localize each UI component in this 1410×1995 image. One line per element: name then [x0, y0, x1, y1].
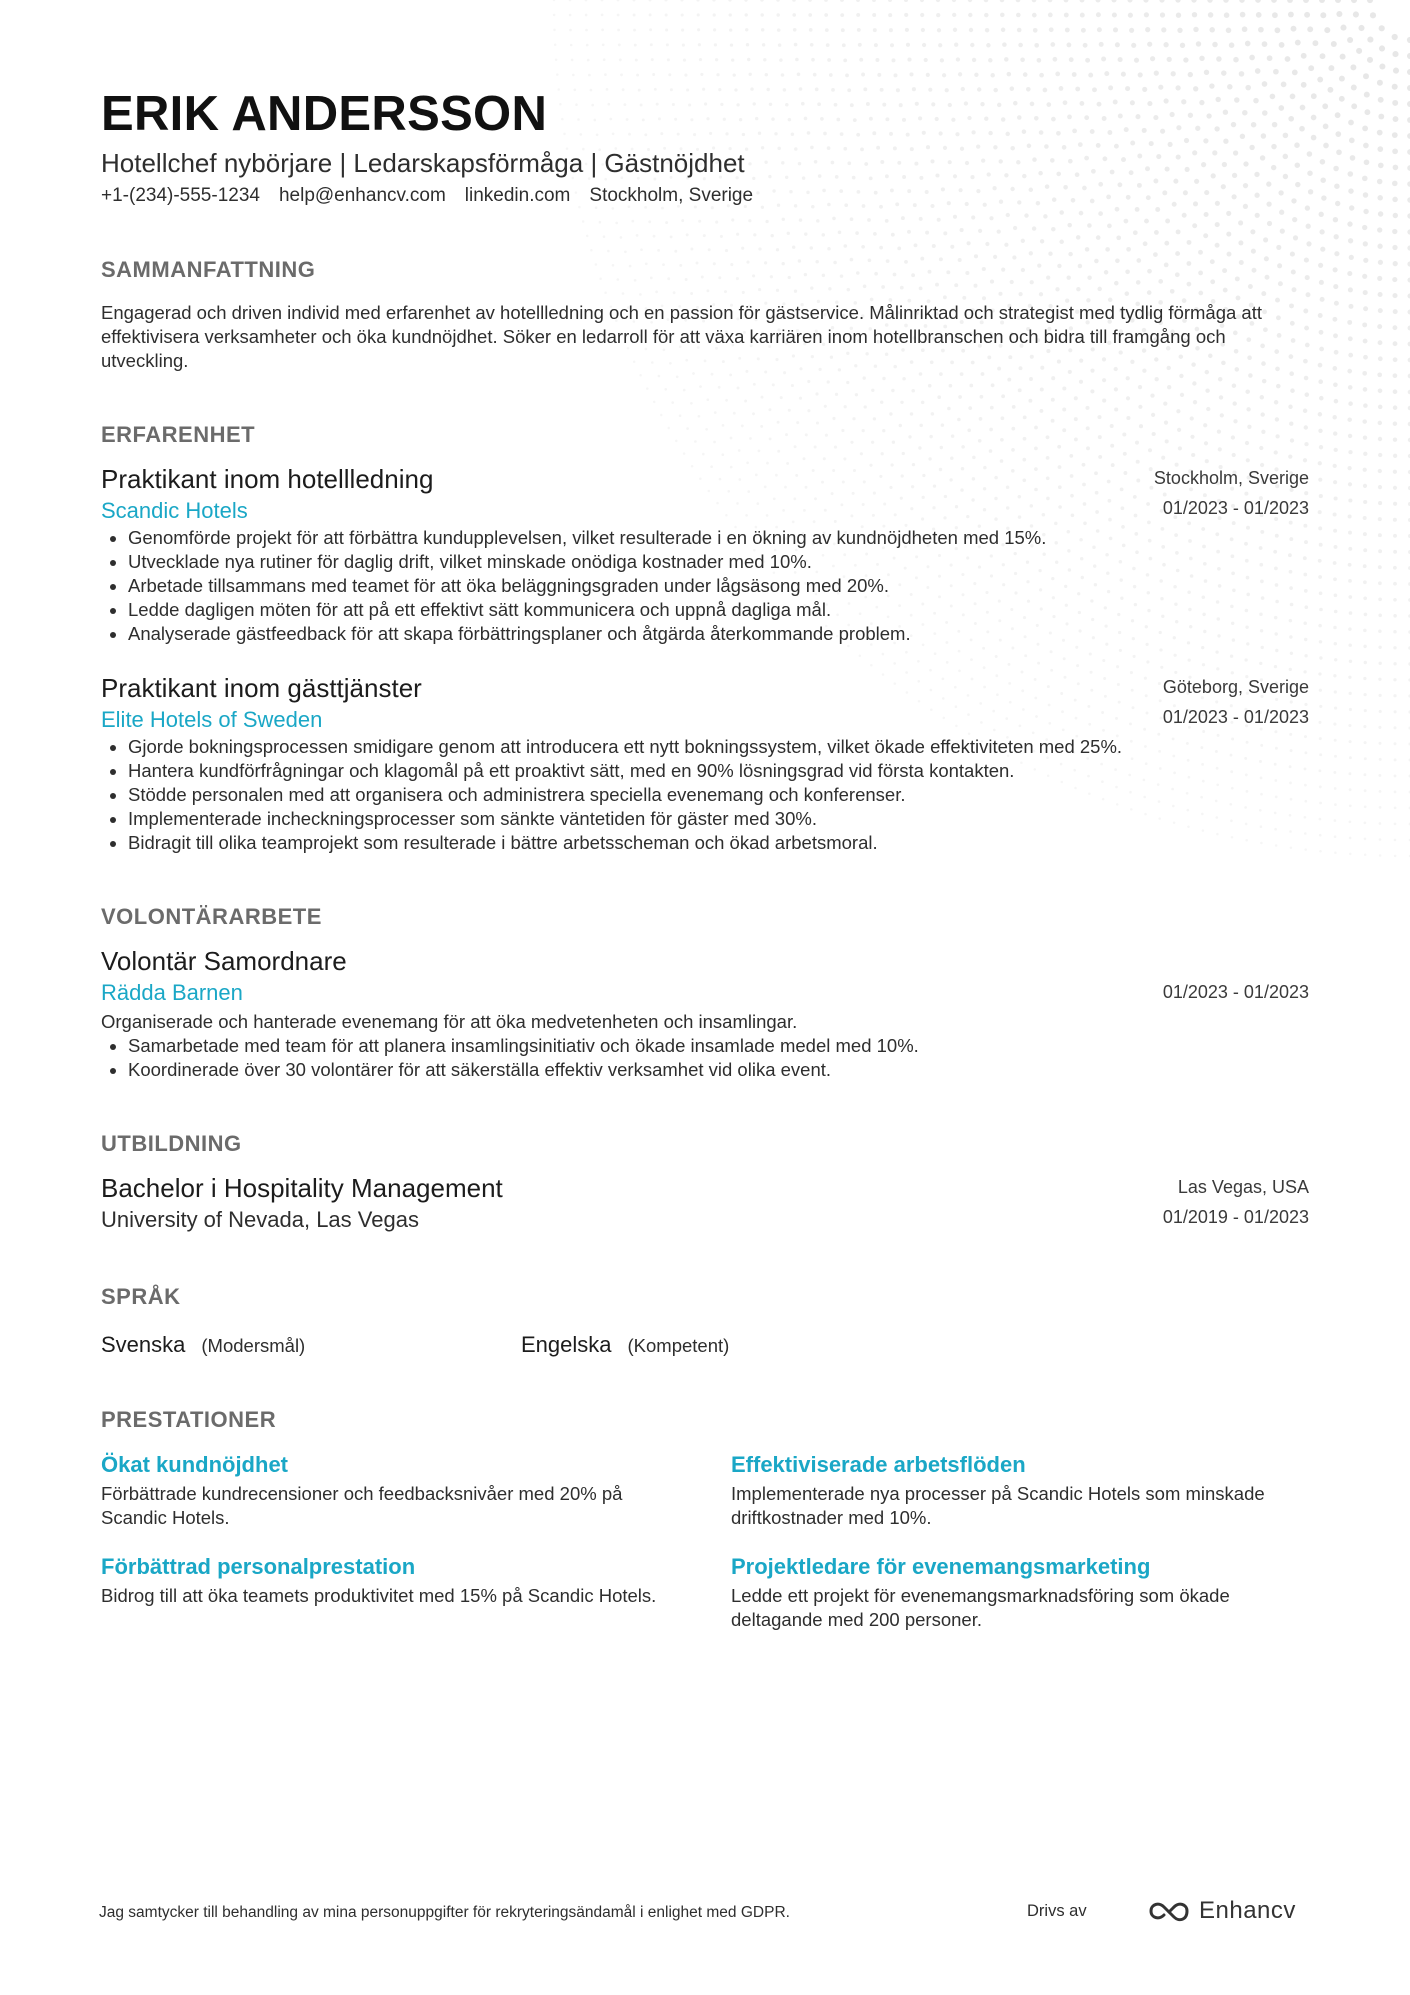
- achievement-title: Projektledare för evenemangsmarketing: [731, 1554, 1151, 1579]
- job-title: Praktikant inom hotellledning: [101, 464, 434, 494]
- language-level: (Modersmål): [201, 1335, 306, 1356]
- education-location: Las Vegas, USA: [1177, 1177, 1309, 1197]
- company-name: Scandic Hotels: [101, 498, 248, 523]
- contact-email[interactable]: help@enhancv.com: [278, 185, 446, 206]
- achievement-description: Implementerade nya processer på Scandic Hotels som minskade driftkostnader med 10%.: [731, 1483, 1265, 1528]
- language-name: Engelska: [521, 1332, 612, 1357]
- volunteer-role: Volontär Samordnare: [101, 946, 347, 976]
- footer: [99, 1896, 1410, 1928]
- language-list: [101, 1332, 1309, 1358]
- candidate-name: ERIK ANDERSSON: [101, 87, 548, 141]
- job-title: Praktikant inom gästtjänster: [101, 673, 422, 703]
- bullet-item: • Implementerade incheckningsprocesser som sänkte väntetiden för gäster med 30%.: [128, 807, 1309, 831]
- volunteer-dates: 01/2023 - 01/2023: [1162, 982, 1309, 1002]
- volunteer-section: [101, 903, 1309, 1082]
- bullet-item: • Hantera kundförfrågningar och klagomål på ett proaktivt sätt, med en 90% lösningsgrad vid första kontakten.: [128, 759, 1309, 783]
- job-bullets: [101, 735, 1309, 855]
- achievements-section: [101, 1406, 1309, 1632]
- summary-title: SAMMANFATTNING: [101, 257, 316, 282]
- education-meta: [1163, 1172, 1309, 1232]
- job-meta: [1154, 463, 1309, 523]
- experience-entry: [101, 463, 1309, 646]
- bullet-item: • Samarbetade med team för att planera insamlingsinitiativ och ökade insamlade medel med 10%.: [128, 1034, 1309, 1058]
- job-location: Göteborg, Sverige: [1162, 677, 1309, 697]
- volunteer-title: VOLONTÄRARBETE: [101, 904, 322, 929]
- bullet-item: • Bidragit till olika teamprojekt som resulterade i bättre arbetsscheman och ökad arbetsmoral.: [128, 831, 1309, 855]
- contact-location: Stockholm, Sverige: [589, 185, 754, 206]
- achievement-title: Ökat kundnöjdhet: [101, 1452, 288, 1477]
- volunteer-entry: [101, 945, 1309, 1082]
- contact-phone[interactable]: +1-(234)-555-1234: [101, 185, 260, 206]
- achievement-item: [731, 1450, 1309, 1530]
- language-item: [521, 1332, 941, 1358]
- experience-entry: [101, 672, 1309, 855]
- bullet-item: • Stödde personalen med att organisera och administrera speciella evenemang och konferenser.: [128, 783, 1309, 807]
- job-dates: 01/2023 - 01/2023: [1162, 707, 1309, 727]
- language-name: Svenska: [101, 1332, 186, 1357]
- achievement-title: Förbättrad personalprestation: [101, 1554, 416, 1579]
- contact-linkedin[interactable]: linkedin.com: [464, 185, 571, 206]
- candidate-headline: Hotellchef nybörjare | Ledarskapsförmåga | Gästnöjdhet: [101, 148, 745, 178]
- achievements-title: PRESTATIONER: [101, 1407, 277, 1432]
- achievement-item: [101, 1552, 731, 1632]
- language-item: [101, 1332, 521, 1358]
- volunteer-org: Rädda Barnen: [101, 980, 243, 1005]
- enhancv-logo[interactable]: [1145, 1896, 1296, 1926]
- achievement-description: Ledde ett projekt för evenemangsmarknadsföring som ökade deltagande med 200 personer.: [731, 1585, 1230, 1630]
- achievements-grid: [101, 1450, 1309, 1632]
- enhancv-logo-icon: [1145, 1896, 1193, 1926]
- education-entry: [101, 1172, 1309, 1235]
- job-bullets: [101, 526, 1309, 646]
- resume-page: [101, 84, 1309, 1632]
- experience-title: ERFARENHET: [101, 422, 256, 447]
- bullet-item: • Gjorde bokningsprocessen smidigare genom att introducera ett nytt bokningssystem, vilket ökade effektiviteten med 25%.: [128, 735, 1309, 759]
- achievement-item: [101, 1450, 731, 1530]
- job-location: Stockholm, Sverige: [1153, 468, 1309, 488]
- achievement-description: Bidrog till att öka teamets produktivitet med 15% på Scandic Hotels.: [101, 1585, 657, 1606]
- summary-text: Engagerad och driven individ med erfarenhet av hotellledning och en passion för gästservice. Målinriktad och strategist med tydlig förmåga att effektivisera verksamheter och öka kundnöjdhet. Söker en ledarroll för att växa karriären inom hotellbranschen och bidra till framgång och utveckling.: [101, 302, 1263, 371]
- volunteer-description: Organiserade och hanterade evenemang för att öka medvetenheten och insamlingar.: [101, 1011, 798, 1032]
- volunteer-meta: [1163, 977, 1309, 1007]
- languages-section: [101, 1283, 1309, 1358]
- bullet-item: • Arbetade tillsammans med teamet för att öka beläggningsgraden under lågsäsong med 20%.: [128, 574, 1309, 598]
- bullet-item: • Utvecklade nya rutiner för daglig drift, vilket minskade onödiga kostnader med 10%.: [128, 550, 1309, 574]
- language-level: (Kompetent): [627, 1335, 730, 1356]
- school-name: University of Nevada, Las Vegas: [101, 1207, 419, 1232]
- contact-info: [101, 182, 1309, 210]
- bullet-item: • Ledde dagligen möten för att på ett effektivt sätt kommunicera och uppnå dagliga mål.: [128, 598, 1309, 622]
- bullet-item: • Koordinerade över 30 volontärer för att säkerställa effektiv verksamhet vid olika event.: [128, 1058, 1309, 1082]
- education-section: [101, 1130, 1309, 1235]
- company-name: Elite Hotels of Sweden: [101, 707, 323, 732]
- job-meta: [1163, 672, 1309, 732]
- job-dates: 01/2023 - 01/2023: [1162, 498, 1309, 518]
- experience-section: [101, 421, 1309, 855]
- degree-title: Bachelor i Hospitality Management: [101, 1173, 503, 1203]
- education-title: UTBILDNING: [101, 1131, 242, 1156]
- bullet-item: • Analyserade gästfeedback för att skapa förbättringsplaner och åtgärda återkommande problem.: [128, 622, 1309, 646]
- achievement-title: Effektiviserade arbetsflöden: [731, 1452, 1026, 1477]
- bullet-item: • Genomförde projekt för att förbättra kundupplevelsen, vilket resulterade i en ökning av kundnöjdheten med 15%.: [128, 526, 1309, 550]
- achievement-item: [731, 1552, 1309, 1632]
- languages-title: SPRÅK: [101, 1284, 181, 1309]
- education-dates: 01/2019 - 01/2023: [1162, 1207, 1309, 1227]
- enhancv-brand-name: Enhancv: [1199, 1897, 1296, 1924]
- powered-by-label: Drivs av: [1027, 1902, 1087, 1920]
- achievement-description: Förbättrade kundrecensioner och feedbacksnivåer med 20% på Scandic Hotels.: [101, 1483, 623, 1528]
- volunteer-bullets: [101, 1034, 1309, 1082]
- gdpr-consent: Jag samtycker till behandling av mina personuppgifter för rekryteringsändamål i enlighet med GDPR.: [99, 1904, 790, 1921]
